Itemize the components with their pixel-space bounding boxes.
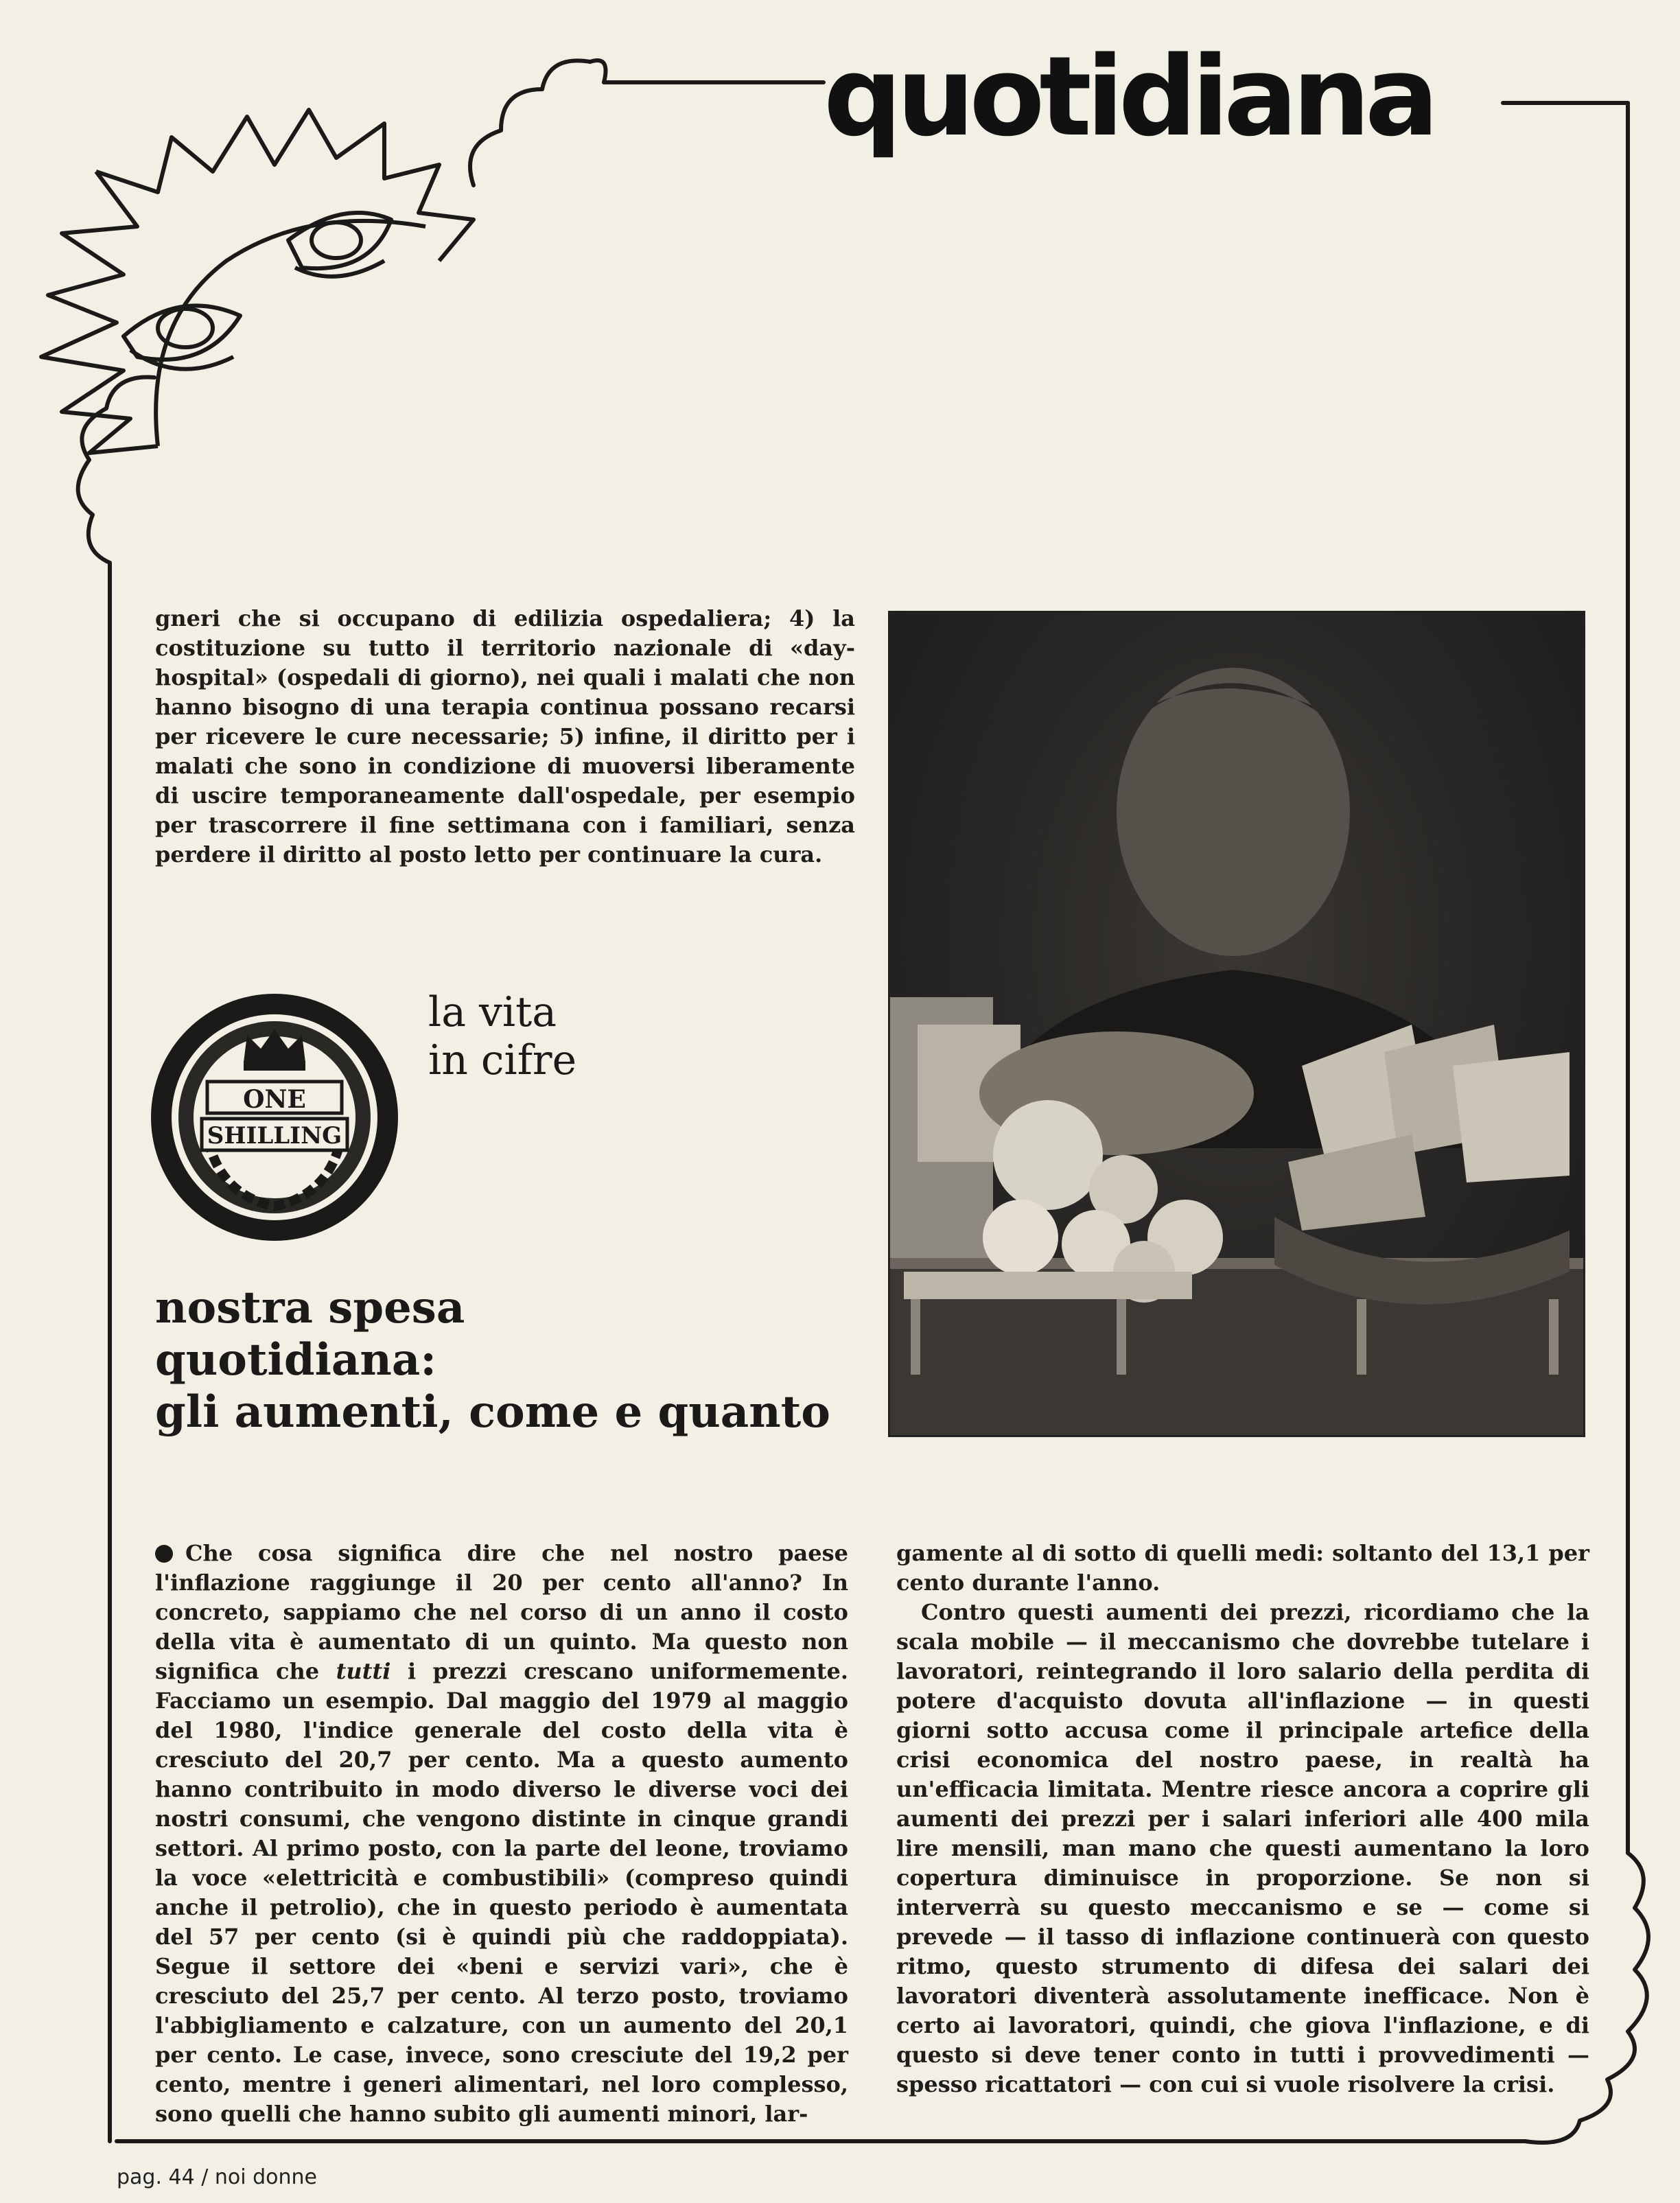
headline-line-2: quotidiana: bbox=[155, 1334, 436, 1386]
article-paragraph bbox=[155, 1539, 848, 2129]
subtitle-line-1: la vita bbox=[428, 988, 557, 1036]
photo-illustration bbox=[890, 613, 1583, 1435]
article-column-left bbox=[155, 1539, 848, 2129]
page-footer: pag. 44 / noi donne bbox=[117, 2165, 318, 2189]
coin-text-one: ONE bbox=[243, 1085, 306, 1114]
article-photo bbox=[888, 611, 1585, 1437]
bullet-icon bbox=[155, 1545, 173, 1563]
article-emphasis: tutti bbox=[336, 1658, 391, 1684]
headline-line-1: nostra spesa bbox=[155, 1282, 465, 1333]
article-paragraph: gamente al di sotto di quelli medi: soltanto del 13,1 per cento durante l'anno. bbox=[896, 1540, 1589, 1596]
article-column-right bbox=[896, 1539, 1589, 2099]
sun-with-eyes-icon bbox=[41, 110, 474, 453]
article-headline bbox=[155, 1282, 883, 1438]
article-paragraph: Contro questi aumenti dei prezzi, ricordiamo che la scala mobile — il meccanismo che dovrebbe tutelare i lavoratori, reintegrando il loro salario della perdita di potere d'acquisto dovuta all'inflazione — in questi giorni sotto accusa come il principale artefice della crisi economica del nostro paese, in realtà ha un'efficacia limitata. Mentre riesce ancora a coprire gli aumenti dei prezzi per i salari inferiori alle 400 mila lire mensili, man mano che questi aumentano la loro copertura diminuisce in proporzione. Se non si interverrà su questo meccanismo e se — come si prevede — il tasso di inflazione continuerà con questo ritmo, questo strumento di difesa dei salari dei lavoratori diventerà assolutamente inefficace. Non è certo ai lavoratori, quindi, che giova l'inflazione, e di questo si deve tener conto in tutti i provvedimenti — spesso ricattatori — con cui si vuole risolvere la crisi. bbox=[896, 1599, 1589, 2097]
headline-line-3: gli aumenti, come e quanto bbox=[155, 1386, 830, 1438]
subtitle-line-2: in cifre bbox=[428, 1036, 577, 1084]
coin-text-shilling: SHILLING bbox=[207, 1122, 342, 1150]
section-subtitle bbox=[428, 988, 771, 1084]
intro-paragraph bbox=[155, 604, 855, 870]
article-text: i prezzi crescano uniformemente. Facciamo un esempio. Dal maggio del 1979 al maggio del 1980, l'indice generale del costo della vita è cresciuto del 20,7 per cento. Ma a questo aumento hanno contribuito in modo diverso le diverse voci dei nostri consumi, che vengono distinte in cinque grandi settori. Al primo posto, con la parte del leone, troviamo la voce «elettricità e combustibili» (compreso quindi anche il petrolio), che in questo periodo è aumentata del 57 per cento (si è quindi più che raddoppiata). Segue il settore dei «beni e servizi vari», che è cresciuto del 25,7 per cento. Al terzo posto, troviamo l'abbigliamento e calzature, con un aumento del 20,1 per cento. Le case, invece, sono cresciute del 19,2 per cento, mentre i generi alimentari, nel loro complesso, sono quelli che hanno subito gli aumenti minori, lar- bbox=[155, 1658, 848, 2127]
intro-text: gneri che si occupano di edilizia ospedaliera; 4) la costituzione su tutto il territorio nazionale di «day-hospital» (ospedali di giorno), nei quali i malati che non hanno bisogno di una terapia continua possano recarsi per ricevere le cure necessarie; 5) infine, il diritto per i malati che sono in condizione di muoversi liberamente di uscire temporaneamente dall'ospedale, per esempio per trascorrere il fine settimana con i familiari, senza perdere il diritto al posto letto per continuare la cura. bbox=[155, 605, 855, 867]
shilling-coin-icon bbox=[144, 987, 405, 1248]
section-title: quotidiana bbox=[824, 32, 1434, 161]
article-text: Che cosa significa dire che nel nostro paese l'inflazione raggiunge il 20 per cento all'anno? In concreto, sappiamo che nel corso di un anno il costo della vita è aumentato di un quinto. Ma questo non significa che bbox=[155, 1540, 848, 1684]
